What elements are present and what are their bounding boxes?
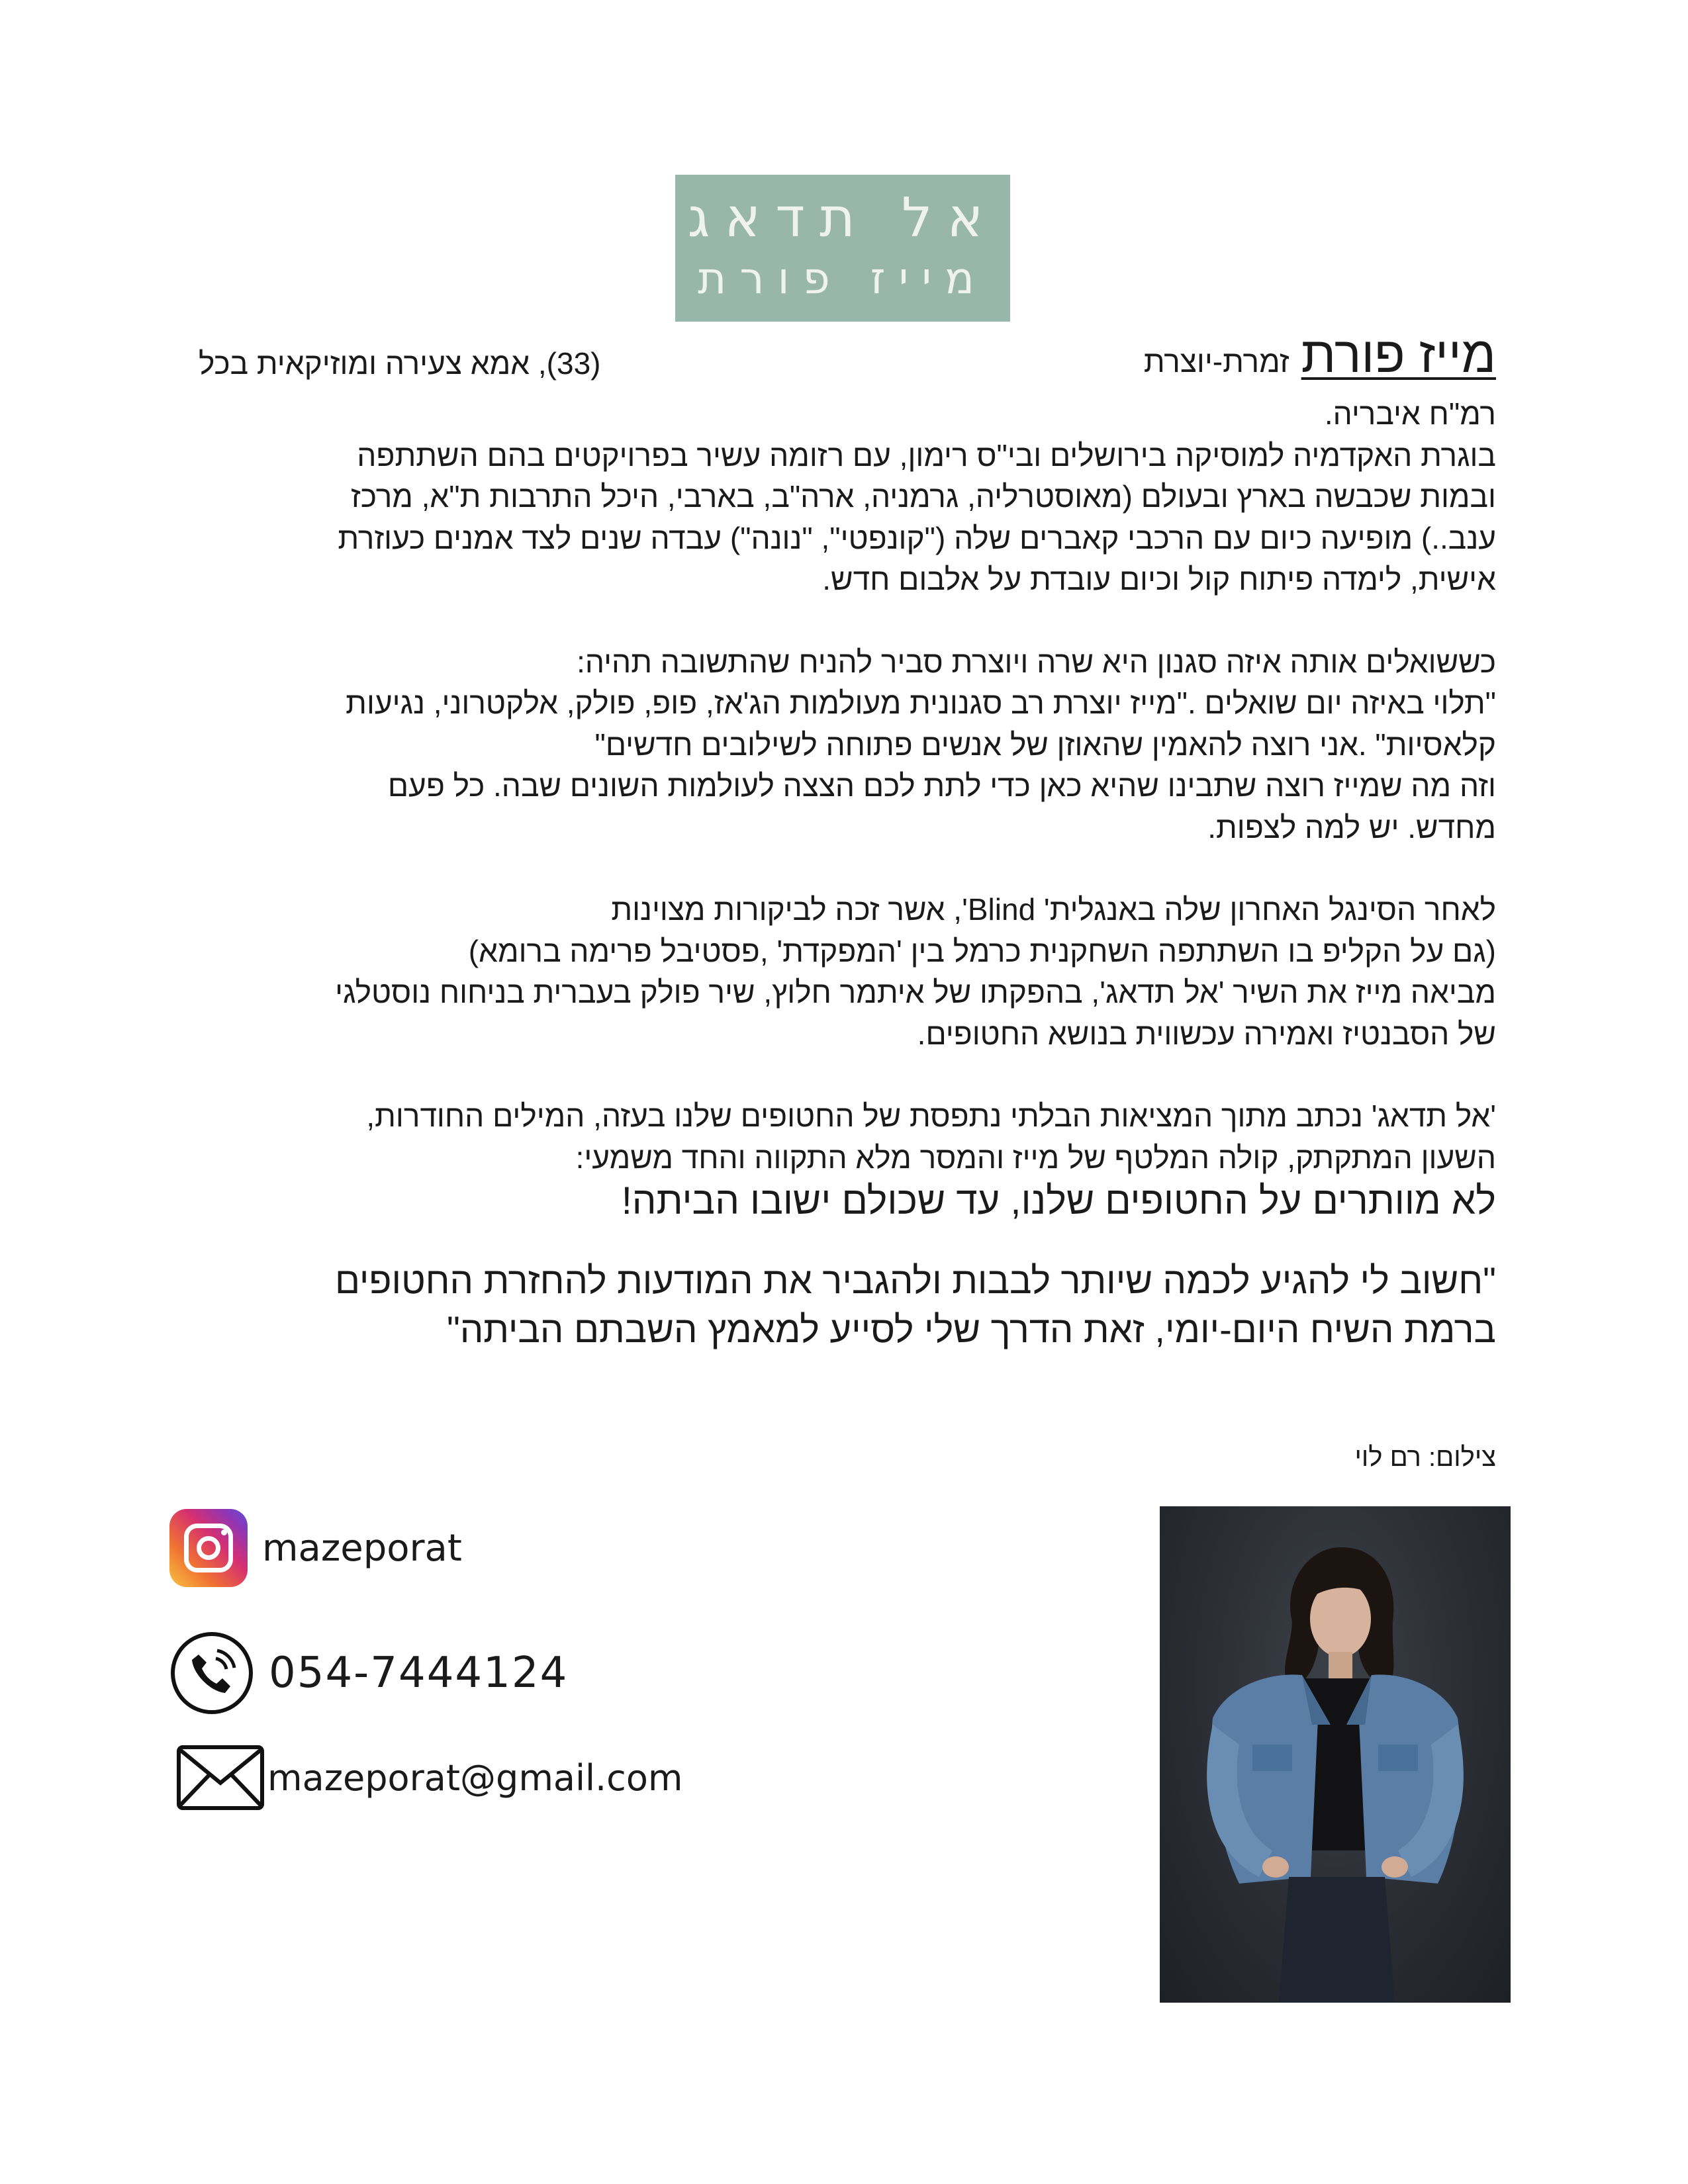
artist-role: זמרת-יוצרת: [1143, 344, 1289, 379]
logo-title: אל תדאג: [687, 187, 998, 250]
phone-row[interactable]: [169, 1631, 568, 1715]
email-row[interactable]: [176, 1745, 683, 1811]
slogan: לא מוותרים על החטופים שלנו, עד שכולם ישובו הביתה!: [621, 1179, 1496, 1222]
instagram-row[interactable]: [169, 1509, 462, 1587]
logo-artist: מייז פורת: [697, 253, 988, 304]
envelope-icon: [176, 1745, 265, 1811]
style-paragraph: כששואלים אותה איזה סגנון היא שרה ויוצרת סביר להניח שהתשובה תהיה: "תלוי באיזה יום שואלים ."מייז יוצרת רב סגנונית מעולמות הג'אז, פופ, פולק, אלקטרוני, נגיעות קלאסיות" .אני רוצה להאמין שהאוזן של אנשים פתוחה לשילובים חדשים" וזה מה שמייז רוצה שתבינו שהיא כאן כדי לתת לכם הצצה לעולמות השונים שבה. כל פעם מחדש. יש למה לצפות.: [346, 644, 1496, 844]
bio-paragraph: רמ"ח איבריה. בוגרת האקדמיה למוסיקה בירושלים ובי"ס רימון, עם רזומה עשיר בפרויקטים בהם השתתפה ובמות שכבשה בארץ ובעולם (מאוסטרליה, גרמניה, ארה"ב, בארבי, היכל התרבות ת"א, מרכז ענב..) מופיעה כיום עם הרכבי קאברים שלה ("קונפטי", "נונה") עבדה שנים לצד אמנים כעוזרת אישית, לימדה פיתוח קול וכיום עובדת על אלבום חדש.: [338, 396, 1496, 596]
age-description: (33), אמא צעירה ומוזיקאית בכל: [199, 346, 601, 381]
photo-credit: צילום: רם לוי: [1354, 1443, 1496, 1472]
instagram-handle[interactable]: mazeporat: [262, 1526, 462, 1570]
bio-text: [212, 393, 1496, 1354]
instagram-icon: [169, 1509, 248, 1587]
phone-number[interactable]: 054-7444124: [269, 1649, 569, 1698]
song-paragraph: 'אל תדאג' נכתב מתוך המציאות הבלתי נתפסת של החטופים שלנו בעזה, המילים החודרות, השעון המתקתק, קולה המלטף של מייז והמסר מלא התקווה והחד משמעי:: [366, 1099, 1496, 1175]
single-paragraph: לאחר הסינגל האחרון שלה באנגלית' Blind', אשר זכה לביקורות מצוינות (גם על הקליפ בו השתתפה השחקנית כרמל בין 'המפקדת' ,פסטיבל פרימה ברומא) מביאה מייז את השיר 'אל תדאג', בהפקתו של איתמר חלוץ, שיר פולק בעברית בניחוח נוסטלגי של הסבנטיז ואמירה עכשווית בנושא החטופים.: [335, 892, 1496, 1051]
artist-quote: "חשוב לי להגיע לכמה שיותר לבבות ולהגביר את המודעות להחזרת החטופים ברמת השיח היום-יומי, זאת הדרך שלי לסייע למאמץ השבתם הביתה": [335, 1259, 1496, 1350]
email-address[interactable]: mazeporat@gmail.com: [267, 1756, 683, 1799]
header-line: [199, 327, 1496, 384]
artist-photo: [1160, 1506, 1511, 2003]
artist-name: מייז פורת: [1301, 327, 1496, 383]
name-and-role: [1144, 326, 1496, 384]
phone-icon: [169, 1631, 254, 1715]
album-logo: [675, 175, 1010, 322]
artist-photo-illustration: [1160, 1506, 1511, 2003]
